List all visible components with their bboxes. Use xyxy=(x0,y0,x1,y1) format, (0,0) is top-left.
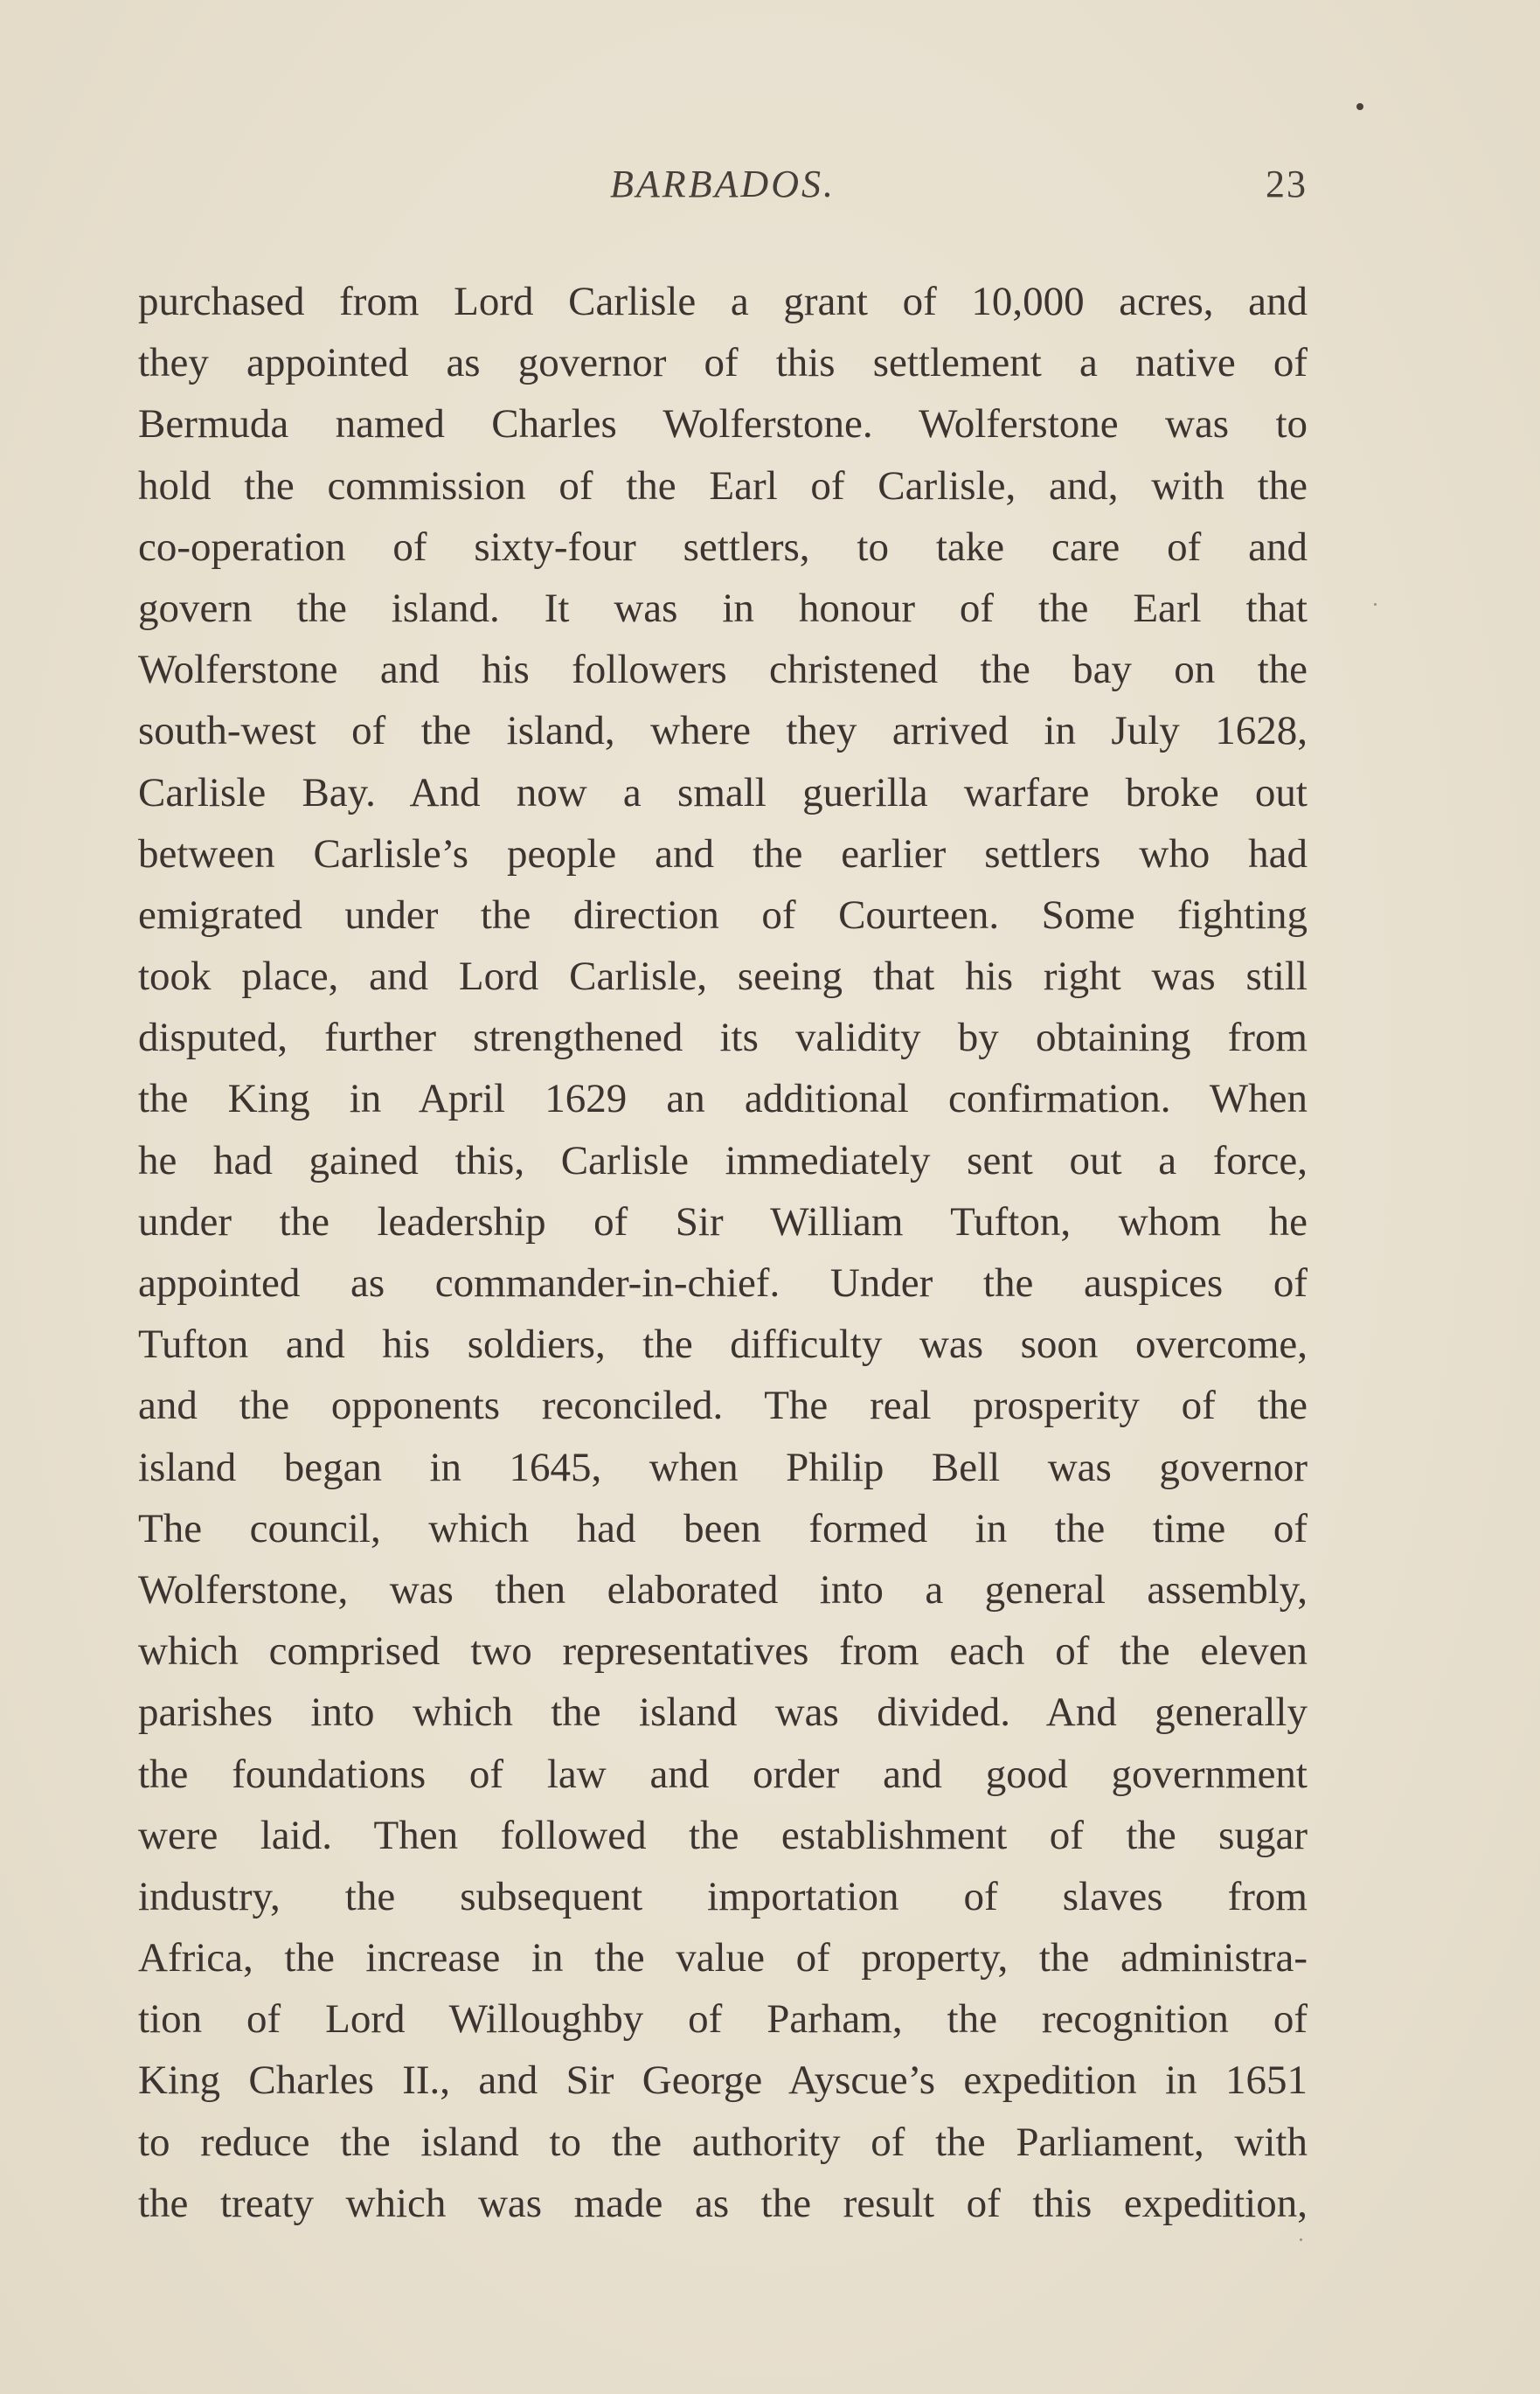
text-line: they appointed as governor of this settlement a native of xyxy=(138,340,1308,386)
text-line: appointed as commander-in-chief. Under the auspices of xyxy=(138,1260,1308,1306)
text-line: Carlisle Bay. And now a small guerilla warfare broke out xyxy=(138,769,1308,815)
text-line: industry, the subsequent importation of slaves from xyxy=(138,1873,1308,1919)
text-line: which comprised two representatives from each of the eleven xyxy=(138,1628,1308,1675)
text-line: co-operation of sixty-four settlers, to take care of and xyxy=(138,524,1308,570)
paper-speck xyxy=(1300,2238,1302,2241)
text-line: the treaty which was made as the result of this expedition, xyxy=(138,2180,1308,2226)
text-line: island began in 1645, when Philip Bell was governor xyxy=(138,1444,1308,1490)
text-line: he had gained this, Carlisle immediately sent out a force, xyxy=(138,1137,1308,1183)
text-line: Tufton and his soldiers, the difficulty was soon overcome, xyxy=(138,1322,1308,1368)
running-head xyxy=(138,162,1308,223)
text-line: and the opponents reconciled. The real prosperity of the xyxy=(138,1383,1308,1429)
text-line: between Carlisle’s people and the earlier settlers who had xyxy=(138,830,1308,877)
text-line: tion of Lord Willoughby of Parham, the recognition of xyxy=(138,1996,1308,2043)
text-line: King Charles II., and Sir George Ayscue’s expedition in 1651 xyxy=(138,2057,1308,2104)
text-line: the foundations of law and order and good government xyxy=(138,1751,1308,1797)
text-line: Bermuda named Charles Wolferstone. Wolferstone was to xyxy=(138,401,1308,448)
text-line: took place, and Lord Carlisle, seeing that his right was still xyxy=(138,954,1308,1000)
text-line: The council, which had been formed in the time of xyxy=(138,1505,1308,1551)
text-line: Africa, the increase in the value of property, the administra- xyxy=(138,1935,1308,1981)
text-line: disputed, further strengthened its validity by obtaining from xyxy=(138,1015,1308,1061)
text-line: Wolferstone, was then elaborated into a general assembly, xyxy=(138,1566,1308,1613)
text-line: south-west of the island, where they arrived in July 1628, xyxy=(138,708,1308,754)
text-line: the King in April 1629 an additional confirmation. When xyxy=(138,1076,1308,1122)
text-line: hold the commission of the Earl of Carlisle, and, with the xyxy=(138,462,1308,509)
running-title: BARBADOS. xyxy=(610,163,836,205)
body-text xyxy=(138,271,1308,2234)
text-line: purchased from Lord Carlisle a grant of 10,000 acres, and xyxy=(138,279,1308,324)
text-line: under the leadership of Sir William Tufton, whom he xyxy=(138,1198,1308,1245)
paper-speck xyxy=(1374,603,1377,606)
text-line: parishes into which the island was divided. And generally xyxy=(138,1690,1308,1736)
page-number: 23 xyxy=(1266,163,1308,205)
text-line: Wolferstone and his followers christened the bay on the xyxy=(138,647,1308,693)
text-line: were laid. Then followed the establishment of the sugar xyxy=(138,1812,1308,1858)
paper-speck xyxy=(1356,103,1363,110)
text-line: emigrated under the direction of Courteen. Some fighting xyxy=(138,892,1308,938)
text-line: govern the island. It was in honour of the Earl that xyxy=(138,585,1308,631)
text-line: to reduce the island to the authority of the Parliament, with xyxy=(138,2119,1308,2165)
